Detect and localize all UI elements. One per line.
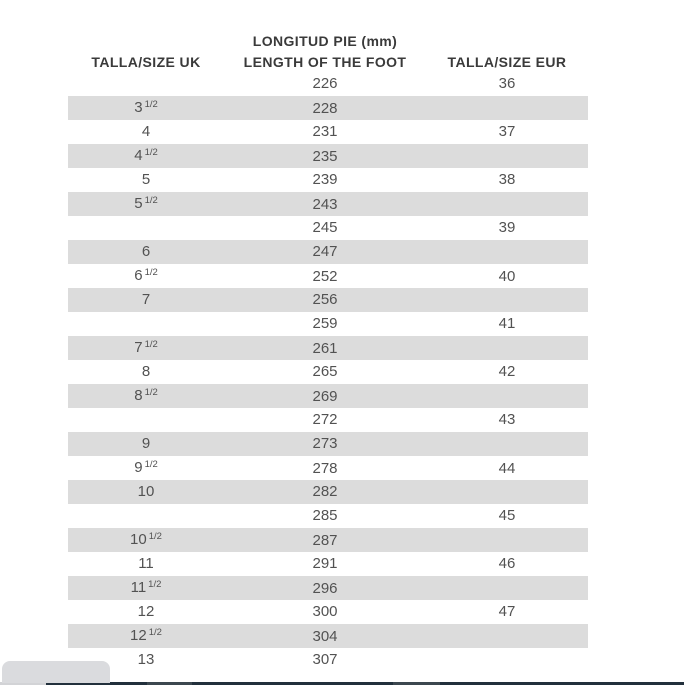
foot-length-mm-cell: 256 (312, 291, 338, 308)
foot-length-mm-cell: 243 (312, 196, 338, 213)
table-row (68, 648, 588, 672)
eur-size-cell: 41 (498, 315, 516, 332)
foot-length-mm-cell: 304 (312, 628, 338, 645)
uk-size-cell: 13 (137, 651, 155, 668)
col-header-size-uk: TALLA/SIZE UK (91, 53, 201, 70)
eur-size-cell: 45 (498, 507, 516, 524)
eur-size-cell: 47 (498, 603, 516, 620)
uk-size-cell: 3 $^{1/2}$ (134, 99, 158, 116)
table-row (68, 264, 588, 288)
uk-size-cell: 6 (141, 243, 151, 260)
table-row (68, 456, 588, 480)
table-row (68, 552, 588, 576)
eur-size-cell: 44 (498, 460, 516, 477)
table-row (68, 576, 588, 600)
uk-size-cell: 11 $^{1/2}$ (130, 579, 162, 596)
footer-border-light-segment (393, 682, 440, 685)
half-size-fraction: 1/2 (144, 267, 158, 278)
table-row (68, 432, 588, 456)
col-header-foot-length-title: LONGITUD PIE (mm) (252, 32, 398, 49)
uk-size-cell: 10 (137, 483, 155, 500)
foot-length-mm-cell: 265 (312, 363, 338, 380)
foot-length-mm-cell: 287 (312, 532, 338, 549)
uk-size-cell: 12 $^{1/2}$ (130, 627, 162, 644)
eur-size-cell: 36 (498, 75, 516, 92)
uk-size-cell: 12 (137, 603, 155, 620)
foot-length-mm-cell: 239 (312, 171, 338, 188)
foot-length-mm-cell: 226 (312, 75, 338, 92)
half-size-fraction: 1/2 (148, 627, 162, 638)
table-body (68, 72, 588, 672)
half-size-fraction: 1/2 (144, 147, 158, 158)
table-row (68, 360, 588, 384)
eur-size-cell: 37 (498, 123, 516, 140)
table-row (68, 480, 588, 504)
size-conversion-table (68, 30, 588, 672)
foot-length-mm-cell: 285 (312, 507, 338, 524)
uk-size-cell: 7 (141, 291, 151, 308)
table-row (68, 216, 588, 240)
half-size-fraction: 1/2 (144, 459, 158, 470)
table-row (68, 72, 588, 96)
uk-size-cell: 7 $^{1/2}$ (134, 339, 158, 356)
eur-size-cell: 43 (498, 411, 516, 428)
foot-length-mm-cell: 269 (312, 388, 338, 405)
eur-size-cell: 40 (498, 268, 516, 285)
foot-length-mm-cell: 235 (312, 148, 338, 165)
col-header-size-eur: TALLA/SIZE EUR (447, 53, 567, 70)
foot-length-mm-cell: 245 (312, 219, 338, 236)
bottom-left-widget[interactable] (2, 661, 110, 683)
col-header-foot-length: LENGTH OF THE FOOT (243, 53, 407, 70)
foot-length-mm-cell: 261 (312, 340, 338, 357)
table-row (68, 504, 588, 528)
table-row (68, 600, 588, 624)
foot-length-mm-cell: 300 (312, 603, 338, 620)
uk-size-cell: 11 (138, 555, 154, 572)
foot-length-mm-cell: 307 (312, 651, 338, 668)
foot-length-mm-cell: 278 (312, 460, 338, 477)
uk-size-cell: 9 $^{1/2}$ (134, 459, 158, 476)
eur-size-cell: 38 (498, 171, 516, 188)
table-row (68, 96, 588, 120)
half-size-fraction: 1/2 (144, 339, 158, 350)
foot-length-mm-cell: 231 (312, 123, 338, 140)
uk-size-cell: 4 (141, 123, 151, 140)
eur-size-cell: 42 (498, 363, 516, 380)
table-row (68, 624, 588, 648)
half-size-fraction: 1/2 (144, 195, 158, 206)
table-header-row-top (68, 30, 588, 51)
foot-length-mm-cell: 296 (312, 580, 338, 597)
foot-length-mm-cell: 282 (312, 483, 338, 500)
eur-size-cell: 39 (498, 219, 516, 236)
table-row (68, 120, 588, 144)
footer-top-border (46, 682, 684, 685)
foot-length-mm-cell: 272 (312, 411, 338, 428)
table-row (68, 144, 588, 168)
table-row (68, 192, 588, 216)
half-size-fraction: 1/2 (144, 99, 158, 110)
foot-length-mm-cell: 228 (312, 100, 338, 117)
footer-border-light-segment (147, 682, 192, 685)
foot-length-mm-cell: 273 (312, 435, 338, 452)
eur-size-cell: 46 (498, 555, 516, 572)
uk-size-cell: 8 (141, 363, 151, 380)
uk-size-cell: 8 $^{1/2}$ (134, 387, 158, 404)
uk-size-cell: 6 $^{1/2}$ (134, 267, 158, 284)
foot-length-mm-cell: 252 (312, 268, 338, 285)
table-row (68, 312, 588, 336)
uk-size-cell: 10 $^{1/2}$ (130, 531, 162, 548)
uk-size-cell: 5 $^{1/2}$ (134, 195, 158, 212)
uk-size-cell: 4 $^{1/2}$ (134, 147, 158, 164)
foot-length-mm-cell: 247 (312, 243, 338, 260)
table-row (68, 168, 588, 192)
half-size-fraction: 1/2 (144, 387, 158, 398)
table-row (68, 288, 588, 312)
table-row (68, 528, 588, 552)
uk-size-cell: 5 (141, 171, 151, 188)
table-row (68, 384, 588, 408)
table-header-row (68, 51, 588, 72)
table-row (68, 336, 588, 360)
half-size-fraction: 1/2 (148, 531, 162, 542)
table-row (68, 240, 588, 264)
table-row (68, 408, 588, 432)
foot-length-mm-cell: 259 (312, 315, 338, 332)
uk-size-cell: 9 (141, 435, 151, 452)
half-size-fraction: 1/2 (148, 579, 162, 590)
foot-length-mm-cell: 291 (312, 555, 338, 572)
